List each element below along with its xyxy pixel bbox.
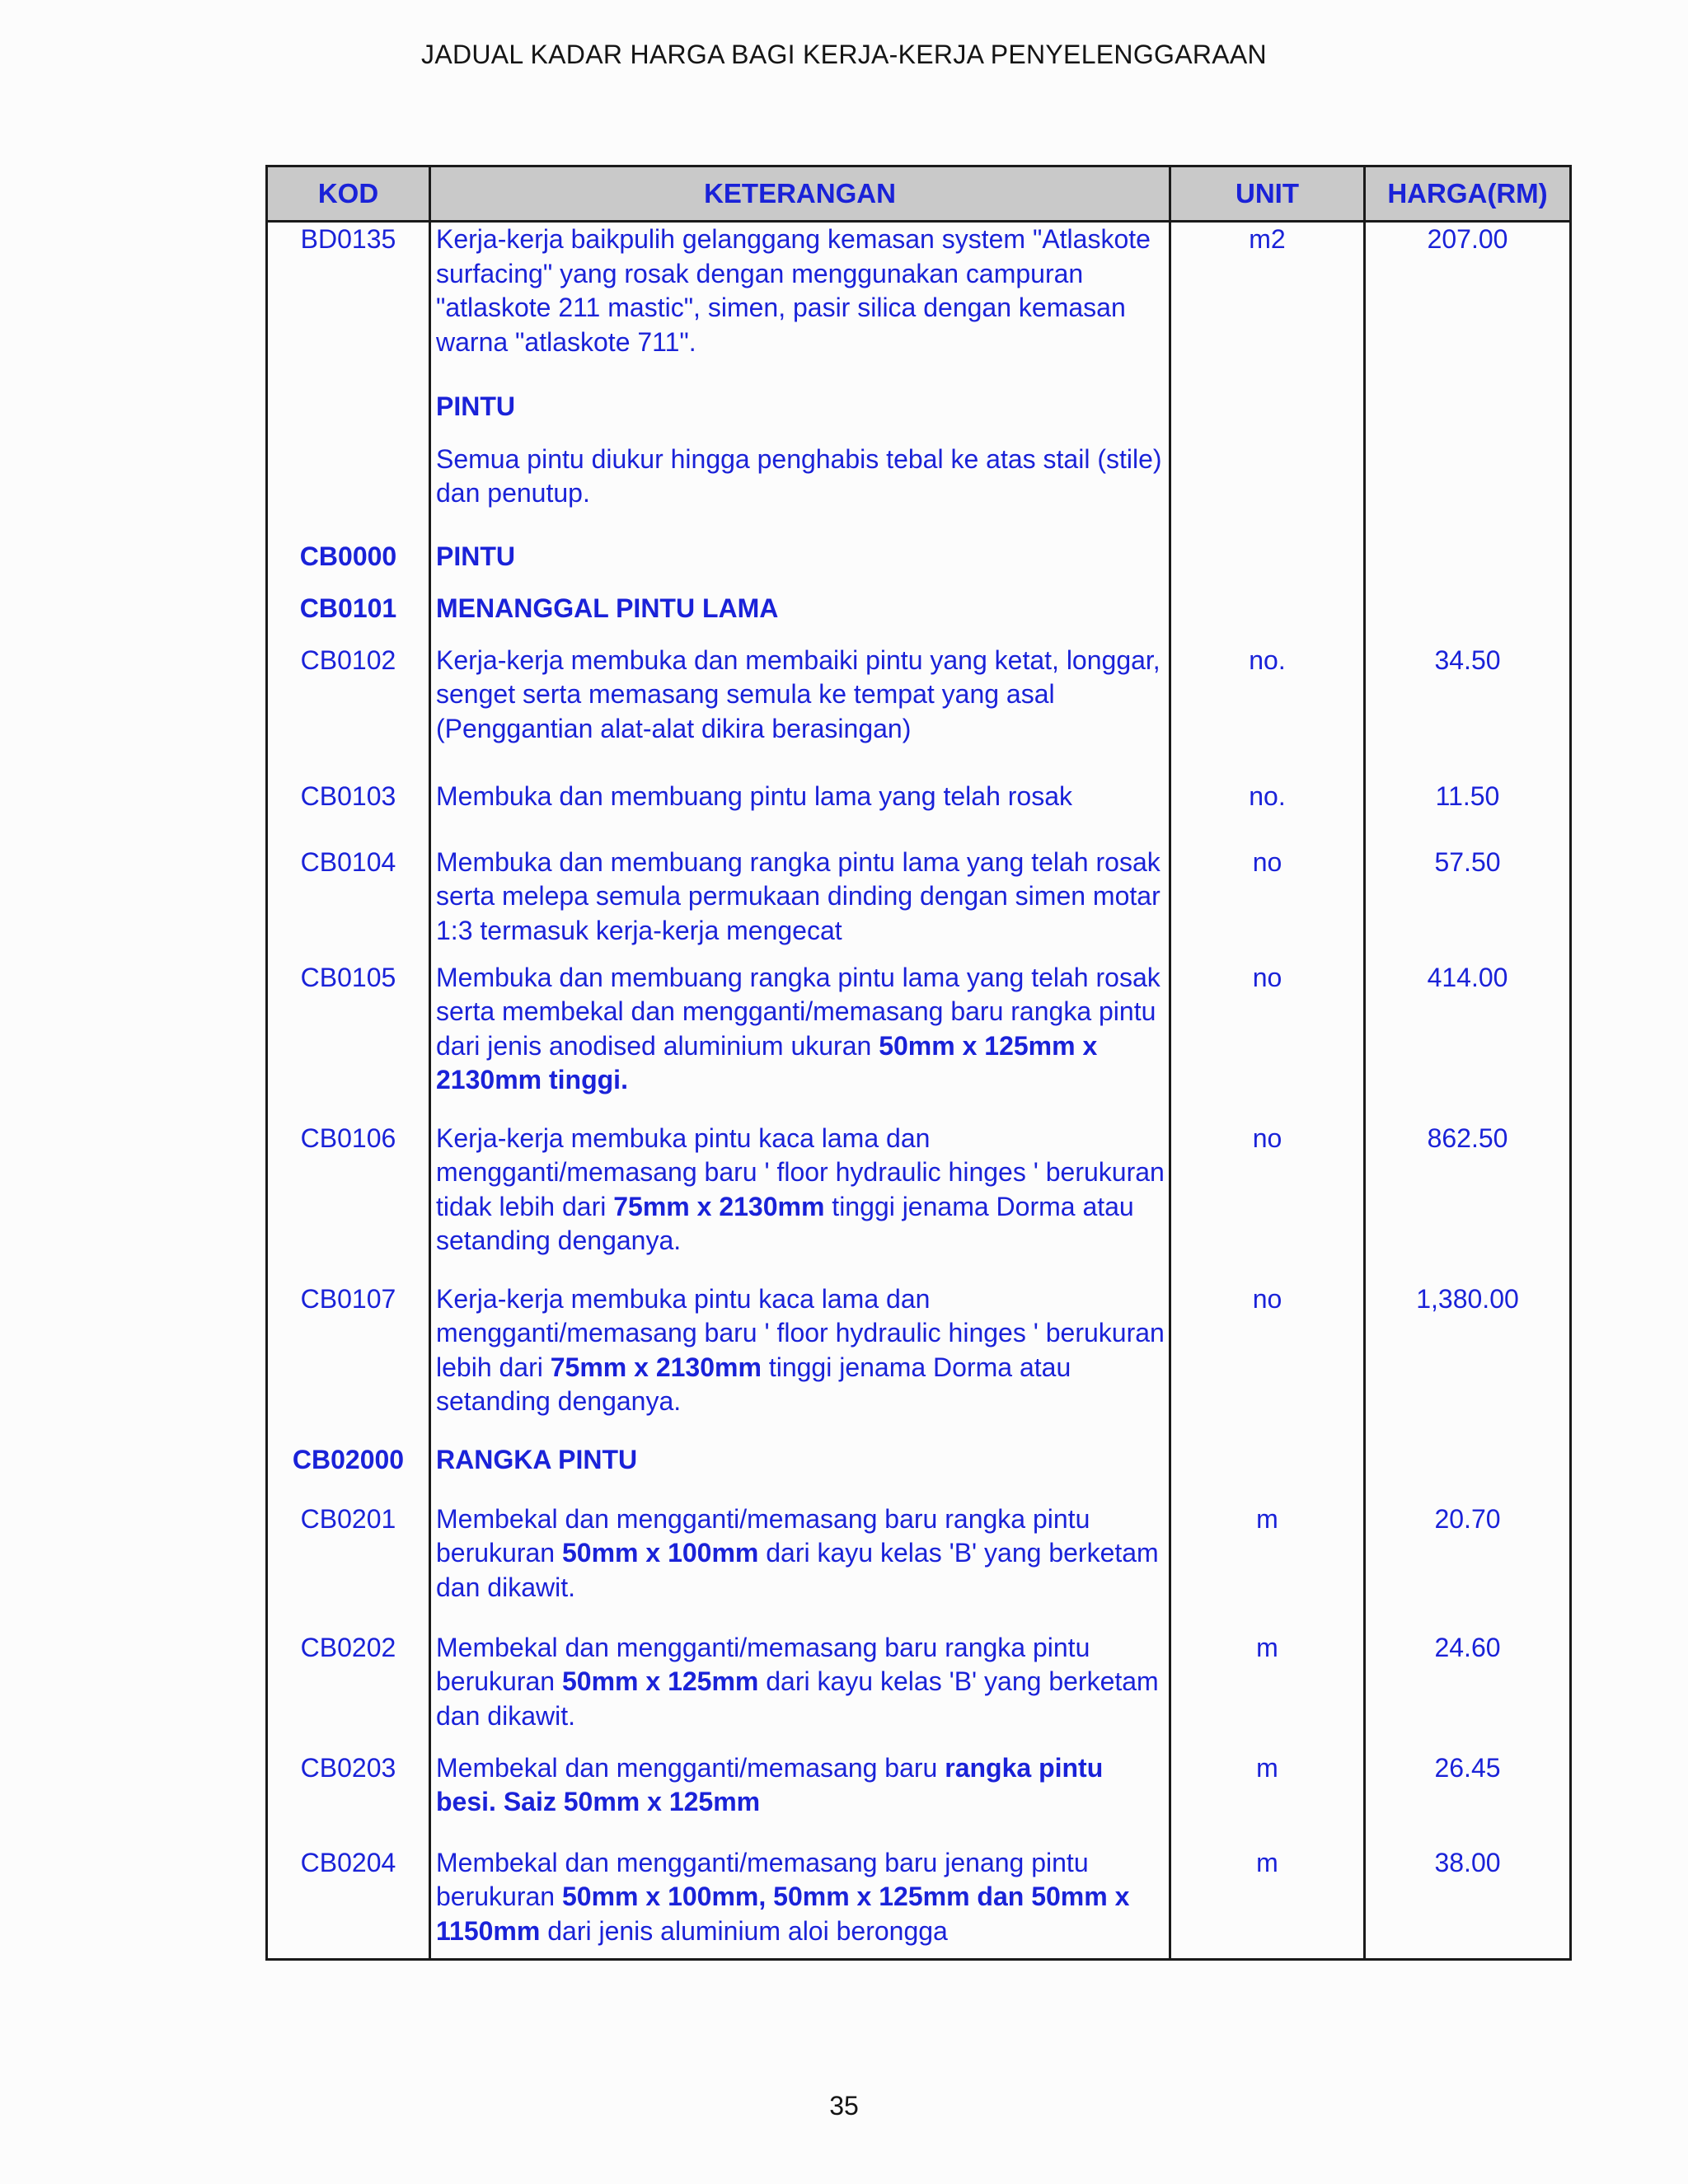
cell-harga <box>1365 540 1571 592</box>
cell-kod <box>267 443 430 540</box>
keterangan-text: Membuka dan membuang pintu lama yang telah rosak <box>436 780 1072 811</box>
cell-keterangan <box>430 1122 1170 1282</box>
cell-keterangan <box>430 592 1170 644</box>
keterangan-text: Membekal dan mengganti/memasang baru rangka pintu berukuran <box>436 1632 1090 1696</box>
cell-harga: 34.50 <box>1365 644 1571 780</box>
keterangan-text: 75mm x 2130mm <box>550 1352 762 1382</box>
cell-harga: 1,380.00 <box>1365 1282 1571 1443</box>
table-row <box>267 222 1571 390</box>
keterangan-text: 50mm x 100mm <box>561 1538 759 1568</box>
page-number: 35 <box>829 2091 859 2121</box>
keterangan-text: PINTU <box>436 391 515 421</box>
cell-harga: 24.60 <box>1365 1631 1571 1751</box>
price-table <box>265 165 1572 1961</box>
keterangan-text: Membekal dan mengganti/memasang baru jenang pintu berukuran <box>436 1847 1089 1911</box>
table-row <box>267 846 1571 961</box>
keterangan-text: tinggi jenama Dorma atau setanding denganya. <box>436 1191 1134 1255</box>
cell-harga <box>1365 443 1571 540</box>
table-row <box>267 1502 1571 1631</box>
cell-harga: 11.50 <box>1365 780 1571 846</box>
cell-unit: no <box>1170 846 1365 961</box>
keterangan-text: 50mm x 100mm, 50mm x 125mm dan 50mm x 1150mm <box>436 1882 1130 1946</box>
cell-unit: m <box>1170 1751 1365 1846</box>
cell-unit: m <box>1170 1502 1365 1631</box>
table-row <box>267 1443 1571 1502</box>
keterangan-text: Semua pintu diukur hingga penghabis tebal ke atas stail (stile) dan penutup. <box>436 443 1162 508</box>
table-row <box>267 1282 1571 1443</box>
cell-harga: 20.70 <box>1365 1502 1571 1631</box>
keterangan-text: Kerja-kerja membuka pintu kaca lama dan mengganti/memasang baru ' floor hydraulic hinges ' berukuran lebih dari <box>436 1283 1165 1382</box>
table-row <box>267 961 1571 1122</box>
table-row <box>267 644 1571 780</box>
cell-kod: CB0201 <box>267 1502 430 1631</box>
keterangan-text: Membekal dan mengganti/memasang baru <box>436 1752 945 1783</box>
cell-harga <box>1365 390 1571 443</box>
table-row <box>267 1122 1571 1282</box>
header-harga: HARGA(RM) <box>1365 166 1571 222</box>
keterangan-text: dari jenis aluminium aloi berongga <box>540 1915 948 1946</box>
cell-keterangan <box>430 222 1170 390</box>
table-header-row <box>267 166 1571 222</box>
keterangan-text: 50mm x 125mm <box>561 1666 759 1696</box>
cell-keterangan <box>430 1443 1170 1502</box>
page-title: JADUAL KADAR HARGA BAGI KERJA-KERJA PENYELENGGARAAN <box>421 40 1267 69</box>
keterangan-text: 75mm x 2130mm <box>613 1191 825 1221</box>
cell-kod: CB0105 <box>267 961 430 1122</box>
cell-harga: 862.50 <box>1365 1122 1571 1282</box>
cell-kod: CB02000 <box>267 1443 430 1502</box>
cell-unit <box>1170 443 1365 540</box>
cell-keterangan <box>430 1282 1170 1443</box>
cell-kod: CB0204 <box>267 1846 430 1960</box>
cell-kod <box>267 390 430 443</box>
keterangan-text: PINTU <box>436 541 515 571</box>
table-row <box>267 1846 1571 1960</box>
cell-unit: no <box>1170 1122 1365 1282</box>
cell-unit: m <box>1170 1846 1365 1960</box>
table-row <box>267 443 1571 540</box>
cell-kod: CB0000 <box>267 540 430 592</box>
table-row <box>267 780 1571 846</box>
cell-kod: CB0101 <box>267 592 430 644</box>
keterangan-text: 50mm x 125mm x 2130mm tinggi. <box>436 1030 1098 1094</box>
cell-kod: CB0102 <box>267 644 430 780</box>
cell-keterangan <box>430 443 1170 540</box>
header-unit: UNIT <box>1170 166 1365 222</box>
cell-harga <box>1365 1443 1571 1502</box>
keterangan-text: dari kayu kelas 'B' yang berketam dan dikawit. <box>436 1666 1159 1731</box>
keterangan-text: Membuka dan membuang rangka pintu lama yang telah rosak serta membekal dan mengganti/memasang baru rangka pintu dari jenis anodised aluminium ukuran <box>436 962 1160 1061</box>
table-row <box>267 1751 1571 1846</box>
table-row <box>267 390 1571 443</box>
cell-kod: CB0107 <box>267 1282 430 1443</box>
cell-unit <box>1170 592 1365 644</box>
cell-keterangan <box>430 540 1170 592</box>
cell-unit <box>1170 1443 1365 1502</box>
keterangan-text: Kerja-kerja baikpulih gelanggang kemasan system "Atlaskote surfacing" yang rosak dengan menggunakan campuran "atlaskote 211 mastic", simen, pasir silica dengan kemasan warna "atlaskote 711". <box>436 224 1151 357</box>
cell-unit: no. <box>1170 780 1365 846</box>
cell-harga: 57.50 <box>1365 846 1571 961</box>
cell-keterangan <box>430 1751 1170 1846</box>
cell-kod: CB0106 <box>267 1122 430 1282</box>
cell-keterangan <box>430 1846 1170 1960</box>
cell-unit: no. <box>1170 644 1365 780</box>
keterangan-text: MENANGGAL PINTU LAMA <box>436 593 779 623</box>
keterangan-text: Membuka dan membuang rangka pintu lama yang telah rosak serta melepa semula permukaan dinding dengan simen motar 1:3 termasuk kerja-kerja mengecat <box>436 846 1160 945</box>
cell-keterangan <box>430 961 1170 1122</box>
cell-unit: no <box>1170 961 1365 1122</box>
cell-harga: 38.00 <box>1365 1846 1571 1960</box>
cell-unit: no <box>1170 1282 1365 1443</box>
cell-harga <box>1365 592 1571 644</box>
cell-kod: BD0135 <box>267 222 430 390</box>
keterangan-text: tinggi jenama Dorma atau setanding denganya. <box>436 1352 1071 1416</box>
keterangan-text: RANGKA PINTU <box>436 1444 638 1474</box>
table-row <box>267 540 1571 592</box>
cell-keterangan <box>430 780 1170 846</box>
header-keterangan: KETERANGAN <box>430 166 1170 222</box>
cell-keterangan <box>430 1631 1170 1751</box>
cell-unit: m <box>1170 1631 1365 1751</box>
cell-unit: m2 <box>1170 222 1365 390</box>
keterangan-text: dari kayu kelas 'B' yang berketam dan dikawit. <box>436 1538 1159 1602</box>
keterangan-text: Kerja-kerja membuka pintu kaca lama dan mengganti/memasang baru ' floor hydraulic hinges ' berukuran tidak lebih dari <box>436 1122 1165 1221</box>
cell-kod: CB0103 <box>267 780 430 846</box>
cell-unit <box>1170 540 1365 592</box>
cell-unit <box>1170 390 1365 443</box>
cell-harga: 207.00 <box>1365 222 1571 390</box>
cell-keterangan <box>430 644 1170 780</box>
cell-kod: CB0202 <box>267 1631 430 1751</box>
table-row <box>267 592 1571 644</box>
cell-kod: CB0203 <box>267 1751 430 1846</box>
cell-keterangan <box>430 846 1170 961</box>
header-kod: KOD <box>267 166 430 222</box>
cell-harga: 26.45 <box>1365 1751 1571 1846</box>
keterangan-text: Membekal dan mengganti/memasang baru rangka pintu berukuran <box>436 1503 1090 1568</box>
table-body <box>267 222 1571 1960</box>
keterangan-text: Kerja-kerja membuka dan membaiki pintu yang ketat, longgar, senget serta memasang semula ke tempat yang asal (Penggantian alat-alat dikira berasingan) <box>436 644 1160 743</box>
cell-harga: 414.00 <box>1365 961 1571 1122</box>
cell-keterangan <box>430 1502 1170 1631</box>
cell-keterangan <box>430 390 1170 443</box>
table-row <box>267 1631 1571 1751</box>
cell-kod: CB0104 <box>267 846 430 961</box>
keterangan-text: rangka pintu besi. Saiz 50mm x 125mm <box>436 1752 1104 1816</box>
